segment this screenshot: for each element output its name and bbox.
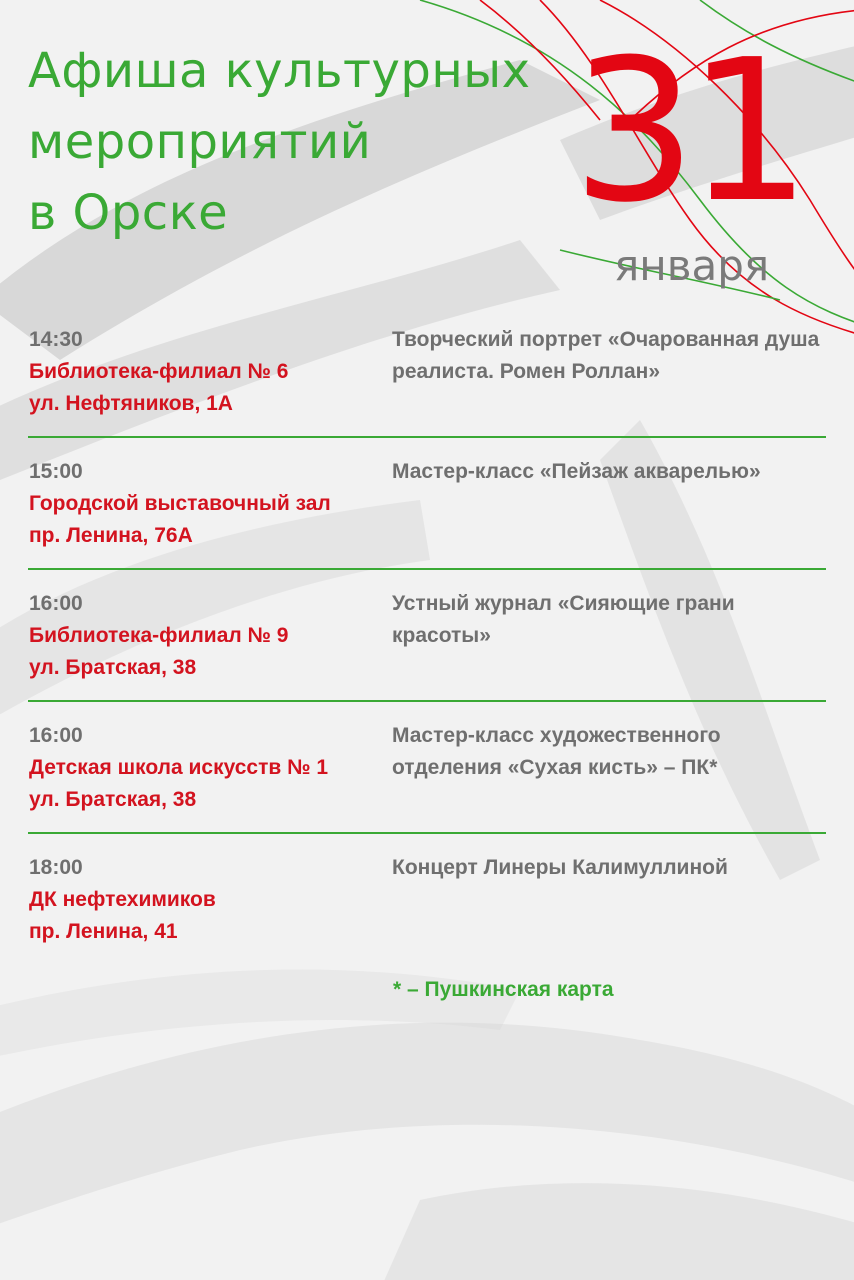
event-venue: Библиотека-филиал № 9 xyxy=(29,624,289,647)
event-address: ул. Нефтяников, 1А xyxy=(29,392,233,415)
event-description: Творческий портрет «Очарованная душа реалиста. Ромен Роллан» xyxy=(392,328,820,383)
event-description: Концерт Линеры Калимуллиной xyxy=(392,856,728,879)
event-time: 16:00 xyxy=(29,592,83,615)
title-line: Афиша культурных xyxy=(28,43,531,99)
pushkin-card-footnote: * – Пушкинская карта xyxy=(393,978,614,1001)
event-time: 14:30 xyxy=(29,328,83,351)
event-info xyxy=(29,456,389,552)
date-month: января xyxy=(614,241,770,290)
event-venue: Городской выставочный зал xyxy=(29,492,331,515)
event-description: Мастер-класс «Пейзаж акварелью» xyxy=(392,460,761,483)
event-info xyxy=(29,324,389,420)
poster-title xyxy=(28,36,531,249)
date-day: 31 xyxy=(572,18,802,246)
event-row xyxy=(28,582,826,702)
event-venue: ДК нефтехимиков xyxy=(29,888,216,911)
event-row xyxy=(28,450,826,570)
event-time: 16:00 xyxy=(29,724,83,747)
event-info xyxy=(29,588,389,684)
event-time: 15:00 xyxy=(29,460,83,483)
event-row xyxy=(28,318,826,438)
title-line: в Орске xyxy=(28,185,229,241)
event-address: пр. Ленина, 41 xyxy=(29,920,178,943)
event-address: пр. Ленина, 76А xyxy=(29,524,193,547)
event-description: Мастер-класс художественного отделения «Сухая кисть» – ПК* xyxy=(392,724,721,779)
event-venue: Детская школа искусств № 1 xyxy=(29,756,329,779)
title-line: мероприятий xyxy=(28,114,372,170)
event-info xyxy=(29,720,389,816)
event-row xyxy=(28,846,826,964)
events-list xyxy=(28,318,826,976)
event-address: ул. Братская, 38 xyxy=(29,788,197,811)
event-row xyxy=(28,714,826,834)
event-description: Устный журнал «Сияющие грани красоты» xyxy=(392,592,735,647)
event-venue: Библиотека-филиал № 6 xyxy=(29,360,289,383)
event-time: 18:00 xyxy=(29,856,83,879)
event-info xyxy=(29,852,389,948)
event-address: ул. Братская, 38 xyxy=(29,656,197,679)
